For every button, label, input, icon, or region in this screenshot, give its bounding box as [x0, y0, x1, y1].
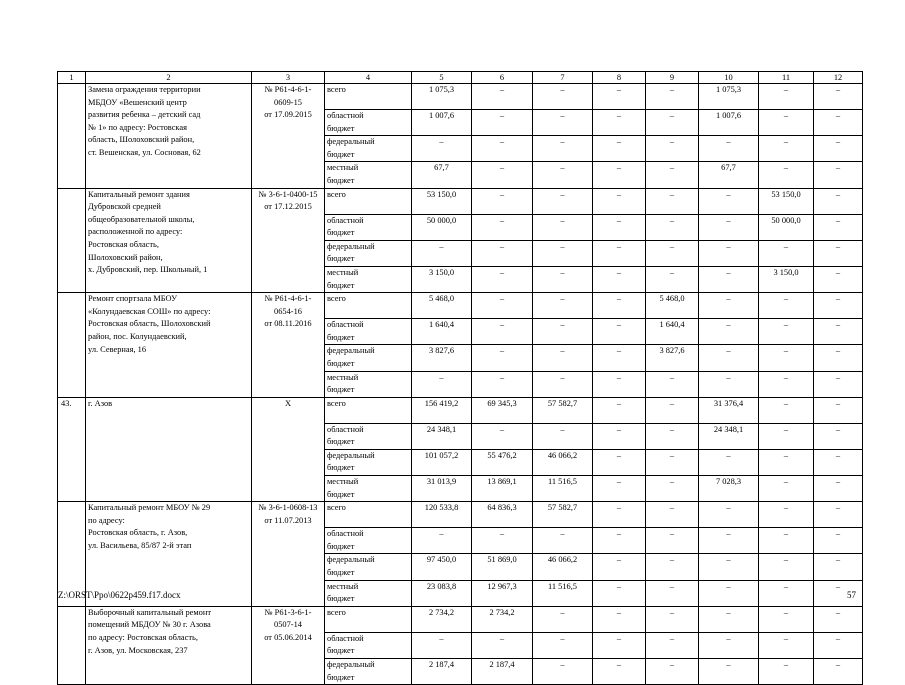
- amount-cell: –: [759, 659, 814, 685]
- amount-cell: –: [814, 580, 863, 606]
- amount-cell: –: [646, 214, 699, 240]
- column-number-cell: 9: [646, 72, 699, 84]
- amount-cell: –: [699, 293, 759, 319]
- funding-source-cell: федеральный бюджет: [325, 240, 412, 266]
- amount-cell: 2 187,4: [412, 659, 472, 685]
- amount-cell: –: [593, 423, 646, 449]
- document-ref-cell: № 3-6-1-0400-15 от 17.12.2015: [252, 188, 325, 293]
- amount-cell: –: [699, 632, 759, 658]
- amount-cell: –: [814, 293, 863, 319]
- amount-cell: –: [646, 266, 699, 292]
- footer-file-path: Z:\ORST\Ppo\0622p459.f17.docx: [58, 590, 181, 600]
- amount-cell: –: [472, 84, 533, 110]
- amount-cell: –: [412, 632, 472, 658]
- amount-cell: –: [472, 110, 533, 136]
- amount-cell: –: [593, 659, 646, 685]
- document-ref-cell: № Р61-4-6-1- 0654-16 от 08.11.2016: [252, 293, 325, 398]
- amount-cell: –: [759, 371, 814, 397]
- row-number-cell: [58, 188, 86, 293]
- amount-cell: –: [593, 188, 646, 214]
- amount-cell: –: [646, 84, 699, 110]
- column-number-cell: 1: [58, 72, 86, 84]
- amount-cell: –: [699, 345, 759, 371]
- amount-cell: –: [593, 162, 646, 188]
- amount-cell: 51 869,0: [472, 554, 533, 580]
- amount-cell: –: [593, 345, 646, 371]
- amount-cell: –: [699, 214, 759, 240]
- amount-cell: –: [646, 371, 699, 397]
- amount-cell: –: [814, 371, 863, 397]
- amount-cell: –: [699, 528, 759, 554]
- funding-source-cell: федеральный бюджет: [325, 659, 412, 685]
- amount-cell: –: [759, 84, 814, 110]
- amount-cell: –: [759, 632, 814, 658]
- funding-source-cell: местный бюджет: [325, 371, 412, 397]
- amount-cell: –: [412, 240, 472, 266]
- table-row: [58, 397, 863, 423]
- amount-cell: –: [814, 214, 863, 240]
- amount-cell: 156 419,2: [412, 397, 472, 423]
- amount-cell: –: [814, 188, 863, 214]
- table-row: [58, 502, 863, 528]
- amount-cell: 67,7: [412, 162, 472, 188]
- object-name-cell: Капитальный ремонт здания Дубровской средней общеобразовательной школы, расположенной по адресу: Ростовская область, Шолоховский район, х. Дубровский, пер. Школьный, 1: [86, 188, 252, 293]
- funding-source-cell: всего: [325, 502, 412, 528]
- amount-cell: 1 640,4: [412, 319, 472, 345]
- amount-cell: –: [593, 580, 646, 606]
- amount-cell: –: [593, 110, 646, 136]
- object-name-cell: Капитальный ремонт МБОУ № 29 по адресу: Ростовская область, г. Азов, ул. Васильева, 85/87 2-й этап: [86, 502, 252, 607]
- amount-cell: –: [533, 319, 593, 345]
- funding-source-cell: областной бюджет: [325, 528, 412, 554]
- amount-cell: 3 150,0: [759, 266, 814, 292]
- amount-cell: 1 007,6: [412, 110, 472, 136]
- row-number-cell: [58, 293, 86, 398]
- funding-source-cell: местный бюджет: [325, 162, 412, 188]
- funding-source-cell: федеральный бюджет: [325, 449, 412, 475]
- amount-cell: –: [814, 84, 863, 110]
- row-number-cell: [58, 84, 86, 189]
- amount-cell: –: [759, 293, 814, 319]
- amount-cell: –: [646, 632, 699, 658]
- amount-cell: 2 734,2: [412, 606, 472, 632]
- column-number-cell: 8: [593, 72, 646, 84]
- amount-cell: –: [646, 136, 699, 162]
- amount-cell: –: [593, 240, 646, 266]
- amount-cell: –: [472, 371, 533, 397]
- amount-cell: 11 516,5: [533, 580, 593, 606]
- amount-cell: –: [593, 502, 646, 528]
- amount-cell: –: [814, 659, 863, 685]
- amount-cell: –: [646, 606, 699, 632]
- amount-cell: 120 533,8: [412, 502, 472, 528]
- amount-cell: 50 000,0: [412, 214, 472, 240]
- amount-cell: –: [814, 136, 863, 162]
- amount-cell: –: [699, 449, 759, 475]
- amount-cell: –: [759, 502, 814, 528]
- amount-cell: –: [699, 136, 759, 162]
- funding-source-cell: всего: [325, 606, 412, 632]
- amount-cell: –: [412, 371, 472, 397]
- table-row: [58, 293, 863, 319]
- object-name-cell: Ремонт спортзала МБОУ «Колундаевская СОШ» по адресу: Ростовская область, Шолоховский район, пос. Колундаевский, ул. Северная, 16: [86, 293, 252, 398]
- object-name-cell: г. Азов: [86, 397, 252, 502]
- amount-cell: –: [814, 266, 863, 292]
- funding-source-cell: федеральный бюджет: [325, 554, 412, 580]
- amount-cell: –: [814, 449, 863, 475]
- column-number-cell: 11: [759, 72, 814, 84]
- amount-cell: 5 468,0: [646, 293, 699, 319]
- footer-page-number: 57: [847, 590, 856, 600]
- funding-source-cell: областной бюджет: [325, 110, 412, 136]
- amount-cell: –: [646, 528, 699, 554]
- amount-cell: –: [814, 632, 863, 658]
- document-ref-cell: Х: [252, 397, 325, 502]
- amount-cell: –: [593, 476, 646, 502]
- amount-cell: –: [759, 162, 814, 188]
- amount-cell: –: [533, 371, 593, 397]
- amount-cell: –: [646, 554, 699, 580]
- column-number-cell: 3: [252, 72, 325, 84]
- amount-cell: –: [472, 319, 533, 345]
- amount-cell: –: [593, 319, 646, 345]
- amount-cell: –: [533, 659, 593, 685]
- amount-cell: –: [814, 110, 863, 136]
- funding-source-cell: местный бюджет: [325, 476, 412, 502]
- amount-cell: –: [646, 240, 699, 266]
- amount-cell: –: [533, 214, 593, 240]
- amount-cell: –: [412, 136, 472, 162]
- amount-cell: –: [472, 423, 533, 449]
- funding-source-cell: федеральный бюджет: [325, 345, 412, 371]
- amount-cell: –: [533, 188, 593, 214]
- amount-cell: –: [814, 554, 863, 580]
- amount-cell: 97 450,0: [412, 554, 472, 580]
- amount-cell: –: [533, 162, 593, 188]
- amount-cell: –: [646, 502, 699, 528]
- amount-cell: –: [699, 606, 759, 632]
- amount-cell: –: [593, 632, 646, 658]
- funding-source-cell: всего: [325, 84, 412, 110]
- amount-cell: –: [533, 110, 593, 136]
- amount-cell: 31 376,4: [699, 397, 759, 423]
- amount-cell: 2 734,2: [472, 606, 533, 632]
- funding-source-cell: всего: [325, 293, 412, 319]
- amount-cell: –: [814, 423, 863, 449]
- amount-cell: –: [533, 423, 593, 449]
- amount-cell: –: [759, 528, 814, 554]
- amount-cell: –: [646, 110, 699, 136]
- amount-cell: –: [593, 84, 646, 110]
- amount-cell: –: [593, 554, 646, 580]
- amount-cell: –: [814, 528, 863, 554]
- amount-cell: –: [593, 214, 646, 240]
- document-ref-cell: № Р61-4-6-1- 0609-15 от 17.09.2015: [252, 84, 325, 189]
- funding-source-cell: всего: [325, 188, 412, 214]
- amount-cell: 46 066,2: [533, 449, 593, 475]
- amount-cell: –: [814, 502, 863, 528]
- amount-cell: 7 028,3: [699, 476, 759, 502]
- amount-cell: –: [646, 188, 699, 214]
- funding-source-cell: местный бюджет: [325, 266, 412, 292]
- amount-cell: 55 476,2: [472, 449, 533, 475]
- amount-cell: –: [759, 397, 814, 423]
- amount-cell: –: [593, 449, 646, 475]
- amount-cell: 3 150,0: [412, 266, 472, 292]
- amount-cell: 1 640,4: [646, 319, 699, 345]
- amount-cell: –: [814, 345, 863, 371]
- amount-cell: –: [646, 397, 699, 423]
- funding-source-cell: всего: [325, 397, 412, 423]
- row-number-cell: 43.: [58, 397, 86, 502]
- amount-cell: 46 066,2: [533, 554, 593, 580]
- funding-source-cell: местный бюджет: [325, 580, 412, 606]
- object-name-cell: Замена ограждения территории МБДОУ «Вешенский центр развития ребенка – детский сад № 1» по адресу: Ростовская область, Шолоховский район, ст. Вешенская, ул. Сосновая, 62: [86, 84, 252, 189]
- amount-cell: 50 000,0: [759, 214, 814, 240]
- amount-cell: –: [472, 162, 533, 188]
- amount-cell: 3 827,6: [646, 345, 699, 371]
- amount-cell: –: [646, 449, 699, 475]
- column-number-cell: 7: [533, 72, 593, 84]
- amount-cell: 11 516,5: [533, 476, 593, 502]
- amount-cell: 53 150,0: [412, 188, 472, 214]
- amount-cell: –: [814, 476, 863, 502]
- amount-cell: –: [472, 136, 533, 162]
- amount-cell: –: [699, 240, 759, 266]
- amount-cell: –: [759, 423, 814, 449]
- amount-cell: 12 967,3: [472, 580, 533, 606]
- column-number-cell: 2: [86, 72, 252, 84]
- amount-cell: –: [593, 266, 646, 292]
- amount-cell: –: [533, 606, 593, 632]
- amount-cell: 101 057,2: [412, 449, 472, 475]
- amount-cell: –: [699, 319, 759, 345]
- amount-cell: –: [593, 293, 646, 319]
- table-row: [58, 84, 863, 110]
- amount-cell: –: [699, 580, 759, 606]
- amount-cell: –: [814, 319, 863, 345]
- amount-cell: –: [759, 136, 814, 162]
- amount-cell: –: [759, 345, 814, 371]
- amount-cell: –: [533, 136, 593, 162]
- amount-cell: –: [533, 266, 593, 292]
- amount-cell: –: [699, 266, 759, 292]
- amount-cell: –: [759, 449, 814, 475]
- amount-cell: –: [593, 606, 646, 632]
- amount-cell: –: [646, 659, 699, 685]
- table-row: [58, 606, 863, 632]
- amount-cell: 1 075,3: [412, 84, 472, 110]
- column-number-cell: 12: [814, 72, 863, 84]
- amount-cell: 23 083,8: [412, 580, 472, 606]
- amount-cell: –: [646, 476, 699, 502]
- amount-cell: –: [593, 397, 646, 423]
- object-name-cell: Выборочный капитальный ремонт помещений МБДОУ № 30 г. Азова по адресу: Ростовская область, г. Азов, ул. Московская, 237: [86, 606, 252, 684]
- amount-cell: –: [412, 528, 472, 554]
- amount-cell: –: [593, 528, 646, 554]
- amount-cell: –: [759, 110, 814, 136]
- amount-cell: –: [814, 162, 863, 188]
- amount-cell: –: [593, 371, 646, 397]
- funding-source-cell: областной бюджет: [325, 214, 412, 240]
- document-ref-cell: № Р61-3-6-1- 0507-14 от 05.06.2014: [252, 606, 325, 684]
- amount-cell: 69 345,3: [472, 397, 533, 423]
- funding-source-cell: областной бюджет: [325, 319, 412, 345]
- amount-cell: –: [759, 554, 814, 580]
- amount-cell: –: [699, 554, 759, 580]
- amount-cell: 5 468,0: [412, 293, 472, 319]
- amount-cell: –: [814, 606, 863, 632]
- column-number-cell: 4: [325, 72, 412, 84]
- amount-cell: 13 869,1: [472, 476, 533, 502]
- amount-cell: –: [759, 240, 814, 266]
- amount-cell: –: [646, 423, 699, 449]
- amount-cell: –: [533, 528, 593, 554]
- amount-cell: –: [814, 397, 863, 423]
- amount-cell: –: [472, 266, 533, 292]
- amount-cell: –: [646, 162, 699, 188]
- amount-cell: 67,7: [699, 162, 759, 188]
- document-ref-cell: № 3-6-1-0608-13 от 11.07.2013: [252, 502, 325, 607]
- amount-cell: –: [759, 319, 814, 345]
- amount-cell: –: [533, 632, 593, 658]
- row-number-cell: [58, 606, 86, 684]
- amount-cell: –: [646, 580, 699, 606]
- amount-cell: 24 348,1: [699, 423, 759, 449]
- amount-cell: 57 582,7: [533, 502, 593, 528]
- amount-cell: –: [699, 188, 759, 214]
- funding-source-cell: федеральный бюджет: [325, 136, 412, 162]
- amount-cell: –: [699, 371, 759, 397]
- amount-cell: 1 075,3: [699, 84, 759, 110]
- column-number-cell: 5: [412, 72, 472, 84]
- amount-cell: –: [593, 136, 646, 162]
- amount-cell: –: [533, 84, 593, 110]
- amount-cell: 3 827,6: [412, 345, 472, 371]
- amount-cell: –: [472, 293, 533, 319]
- amount-cell: –: [699, 502, 759, 528]
- amount-cell: 57 582,7: [533, 397, 593, 423]
- amount-cell: –: [759, 476, 814, 502]
- amount-cell: –: [759, 580, 814, 606]
- amount-cell: –: [759, 606, 814, 632]
- column-number-row: [58, 72, 863, 84]
- column-number-cell: 6: [472, 72, 533, 84]
- amount-cell: –: [472, 528, 533, 554]
- amount-cell: 1 007,6: [699, 110, 759, 136]
- amount-cell: –: [472, 345, 533, 371]
- amount-cell: 31 013,9: [412, 476, 472, 502]
- amount-cell: –: [472, 632, 533, 658]
- funding-source-cell: областной бюджет: [325, 423, 412, 449]
- funding-source-cell: областной бюджет: [325, 632, 412, 658]
- amount-cell: –: [472, 214, 533, 240]
- amount-cell: –: [533, 240, 593, 266]
- table-row: [58, 188, 863, 214]
- amount-cell: –: [472, 240, 533, 266]
- amount-cell: –: [814, 240, 863, 266]
- amount-cell: 53 150,0: [759, 188, 814, 214]
- amount-cell: 2 187,4: [472, 659, 533, 685]
- amount-cell: –: [472, 188, 533, 214]
- amount-cell: –: [533, 293, 593, 319]
- amount-cell: 64 836,3: [472, 502, 533, 528]
- column-number-cell: 10: [699, 72, 759, 84]
- amount-cell: –: [699, 659, 759, 685]
- amount-cell: –: [533, 345, 593, 371]
- amount-cell: 24 348,1: [412, 423, 472, 449]
